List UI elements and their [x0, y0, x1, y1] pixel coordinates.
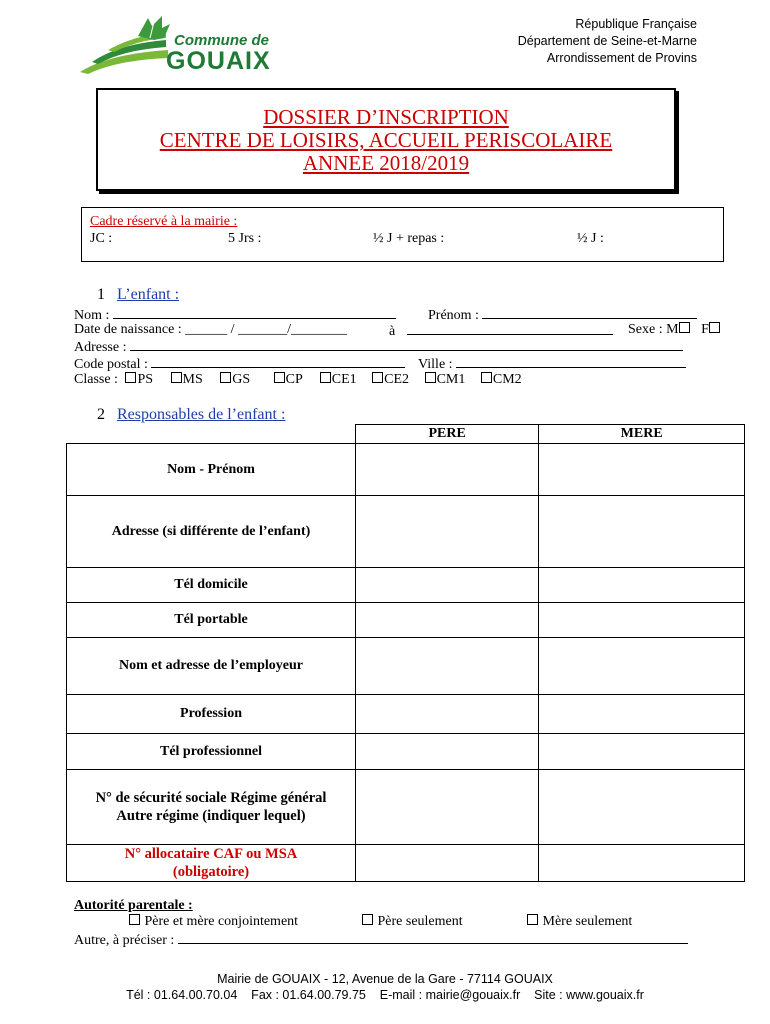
classe-cp-checkbox[interactable]	[274, 372, 285, 383]
mere-cell[interactable]	[539, 845, 745, 882]
row-label: Nom - Prénom	[67, 444, 356, 496]
classe-ce1-checkbox[interactable]	[320, 372, 331, 383]
title-box	[96, 88, 676, 191]
classe-cp-label: CP	[285, 372, 303, 387]
autorite-opt1-label: Père et mère conjointement	[144, 914, 299, 929]
pere-cell[interactable]	[356, 734, 539, 770]
responsables-table	[66, 424, 745, 882]
mere-cell[interactable]	[539, 568, 745, 603]
naissance-label[interactable]: Date de naissance : ______ / _______/________	[74, 322, 347, 337]
code-postal-field[interactable]	[151, 355, 405, 368]
row-label: Adresse (si différente de l’enfant)	[67, 496, 356, 568]
header-republic: République Française	[575, 17, 697, 31]
classe-gs-label: GS	[232, 372, 251, 387]
code-postal-row	[74, 355, 405, 373]
pere-cell[interactable]	[356, 444, 539, 496]
sexe-m-checkbox[interactable]	[679, 322, 690, 333]
cadre-demi: ½ J :	[577, 231, 604, 246]
autorite-opt2-label: Père seulement	[377, 914, 463, 929]
logo-commune-text: Commune de	[174, 32, 270, 49]
row-label: Nom et adresse de l’employeur	[67, 638, 356, 695]
table-corner	[67, 425, 356, 444]
autorite-autre-label: Autre, à préciser :	[74, 933, 175, 948]
sexe-f-checkbox[interactable]	[709, 322, 720, 333]
autorite-opt3	[527, 914, 632, 930]
title-line-1: DOSSIER D’INSCRIPTION	[263, 105, 509, 129]
classe-cm2-checkbox[interactable]	[481, 372, 492, 383]
header-arrondissement: Arrondissement de Provins	[546, 51, 697, 65]
pere-cell[interactable]	[356, 845, 539, 882]
row-label: Profession	[67, 695, 356, 734]
prenom-field[interactable]	[482, 306, 697, 319]
mere-cell[interactable]	[539, 496, 745, 568]
autorite-opt1-checkbox[interactable]	[129, 914, 140, 925]
sexe-label: Sexe : M	[628, 322, 679, 337]
section-2-title: Responsables de l’enfant :	[117, 406, 286, 423]
section-enfant-heading	[97, 286, 179, 304]
classe-ms-label: MS	[182, 372, 203, 387]
table-row	[67, 770, 745, 845]
pere-cell[interactable]	[356, 568, 539, 603]
pere-cell[interactable]	[356, 638, 539, 695]
row-label: Tél domicile	[67, 568, 356, 603]
classe-ce1-label: CE1	[331, 372, 357, 387]
cadre-heading: Cadre réservé à la mairie :	[90, 214, 238, 229]
row-label: N° allocataire CAF ou MSA (obligatoire)	[67, 845, 356, 882]
logo-gouaix-text: GOUAIX	[166, 47, 271, 75]
classe-gs-checkbox[interactable]	[220, 372, 231, 383]
nom-label: Nom :	[74, 308, 110, 323]
prenom-label: Prénom :	[428, 308, 479, 323]
table-header-row	[67, 425, 745, 444]
adresse-field[interactable]	[130, 338, 683, 351]
autorite-title: Autorité parentale :	[74, 898, 193, 913]
classe-ce2-checkbox[interactable]	[372, 372, 383, 383]
lieu-field[interactable]	[407, 322, 613, 335]
cadre-5jrs: 5 Jrs :	[228, 231, 262, 246]
classe-cm1-label: CM1	[436, 372, 466, 387]
commune-logo	[78, 14, 278, 76]
classe-ps-checkbox[interactable]	[125, 372, 136, 383]
col-mere-header: MERE	[539, 425, 745, 444]
ville-label: Ville :	[418, 357, 453, 372]
sexe-row	[628, 322, 721, 338]
table-row	[67, 568, 745, 603]
table-row	[67, 845, 745, 882]
section-1-title: L’enfant :	[117, 286, 180, 303]
section-responsables-heading	[97, 406, 285, 424]
lieu-label: à	[389, 324, 396, 339]
mere-cell[interactable]	[539, 695, 745, 734]
autorite-opt1	[129, 914, 298, 930]
table-row	[67, 734, 745, 770]
footer-address: Mairie de GOUAIX - 12, Avenue de la Gare - 77114 GOUAIX	[217, 972, 553, 986]
table-row	[67, 444, 745, 496]
autorite-autre-row	[74, 931, 688, 949]
classe-label: Classe :	[74, 372, 118, 387]
section-1-number: 1	[97, 286, 105, 303]
title-line-2: CENTRE DE LOISIRS, ACCUEIL PERISCOLAIRE	[159, 128, 613, 152]
autorite-opt2	[362, 914, 463, 930]
ville-row	[418, 355, 686, 373]
table-row	[67, 496, 745, 568]
header-department: Département de Seine-et-Marne	[517, 34, 697, 48]
naissance-row	[74, 322, 347, 338]
ville-field[interactable]	[456, 355, 686, 368]
table-row	[67, 695, 745, 734]
autorite-autre-field[interactable]	[178, 931, 688, 944]
section-2-number: 2	[97, 406, 105, 423]
mere-cell[interactable]	[539, 444, 745, 496]
classe-cm2-label: CM2	[492, 372, 522, 387]
cadre-jc: JC :	[90, 231, 113, 246]
cadre-demi-repas: ½ J + repas :	[373, 231, 445, 246]
autorite-opt2-checkbox[interactable]	[362, 914, 373, 925]
row-label: Tél professionnel	[67, 734, 356, 770]
row-label: Tél portable	[67, 603, 356, 638]
classe-cm1-checkbox[interactable]	[425, 372, 436, 383]
cadre-mairie-box	[81, 207, 724, 262]
nom-field[interactable]	[113, 306, 396, 319]
classe-ms-checkbox[interactable]	[171, 372, 182, 383]
mere-cell[interactable]	[539, 734, 745, 770]
mere-cell[interactable]	[539, 603, 745, 638]
table-row	[67, 638, 745, 695]
pere-cell[interactable]	[356, 603, 539, 638]
autorite-opt3-checkbox[interactable]	[527, 914, 538, 925]
classe-ce2-label: CE2	[384, 372, 410, 387]
footer-contacts: Tél : 01.64.00.70.04 Fax : 01.64.00.79.75 E-mail : mairie@gouaix.fr Site : www.gouaix.fr	[126, 988, 644, 1002]
code-postal-label: Code postal :	[74, 357, 148, 372]
autorite-opt3-label: Mère seulement	[542, 914, 633, 929]
adresse-label: Adresse :	[74, 340, 127, 355]
pere-cell[interactable]	[356, 496, 539, 568]
classe-ps-label: PS	[137, 372, 154, 387]
pere-cell[interactable]	[356, 695, 539, 734]
title-line-3: ANNEE 2018/2019	[302, 151, 470, 175]
adresse-row	[74, 338, 683, 356]
mere-cell[interactable]	[539, 770, 745, 845]
pere-cell[interactable]	[356, 770, 539, 845]
row-label: N° de sécurité sociale Régime général Autre régime (indiquer lequel)	[67, 770, 356, 845]
table-row	[67, 603, 745, 638]
col-pere-header: PERE	[356, 425, 539, 444]
mere-cell[interactable]	[539, 638, 745, 695]
classe-row	[74, 372, 522, 388]
sexe-f-label: F	[701, 322, 709, 337]
